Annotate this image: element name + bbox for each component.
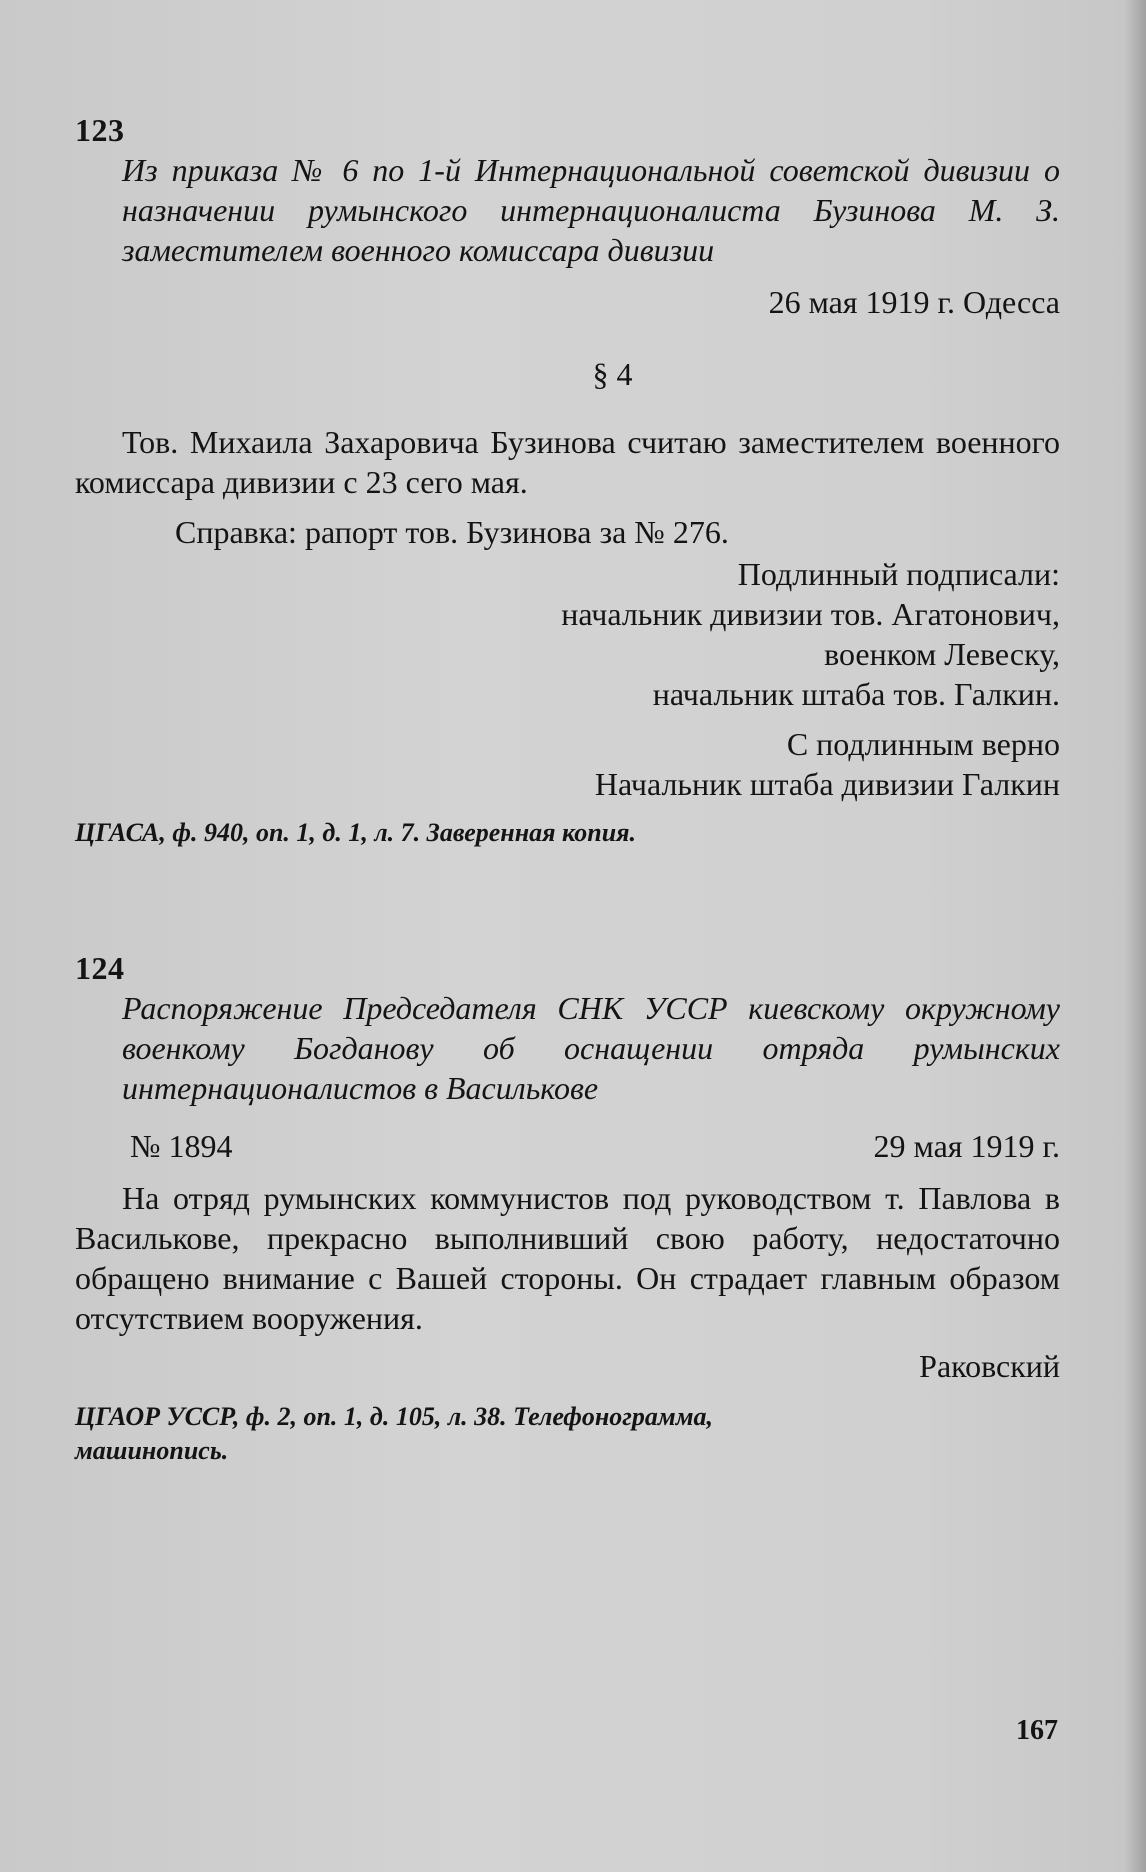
archive-source: ЦГАОР УССР, ф. 2, оп. 1, д. 105, л. 38. Телефонограмма, машинопись. (75, 1402, 714, 1465)
signed-header: Подлинный подписали: (737, 556, 1060, 592)
doc-number-date-row (75, 1126, 1060, 1166)
date-place: 26 мая 1919 г. Одесса (768, 284, 1060, 320)
page-content (75, 110, 1060, 1468)
signer-commissar: военком Левеску, (824, 636, 1060, 672)
true-copy-note: С подлинным верно (786, 726, 1060, 762)
certifier: Начальник штаба дивизии Галкин (594, 766, 1060, 802)
doc-registration-number: № 1894 (130, 1128, 233, 1164)
page-edge-shadow (1124, 0, 1146, 1872)
signer-chief-of-staff: начальник штаба тов. Галкин. (652, 676, 1060, 712)
doc-date: 29 мая 1919 г. (873, 1128, 1060, 1164)
section-mark: § 4 (592, 356, 633, 392)
telephonogram-text: На отряд румынских коммунистов под руководством т. Павлова в Василькове, прекрасно выполнивший свою работу, недостаточно обращено внимание с Вашей стороны. Он страдает главным образом отсутствием вооружения. (75, 1180, 1060, 1336)
reference-note: Справка: рапорт тов. Бузинова за № 276. (175, 514, 729, 550)
signer: Раковский (919, 1348, 1060, 1384)
page-number: 167 (1016, 1715, 1058, 1746)
document-title: Из приказа № 6 по 1-й Интернациональной советской дивизии о назначении румынского интернационалиста Бузинова М. З. заместителем военного комиссара дивизии (122, 152, 1060, 268)
document-124 (75, 948, 1060, 1468)
document-number: 124 (75, 950, 125, 986)
archive-source: ЦГАСА, ф. 940, оп. 1, д. 1, л. 7. Заверенная копия. (75, 818, 637, 847)
signer-division-chief: начальник дивизии тов. Агатонович, (561, 596, 1060, 632)
document-number: 123 (75, 112, 125, 148)
document-123 (75, 110, 1060, 850)
document-title: Распоряжение Председателя СНК УССР киевскому окружному военкому Богданову об оснащении отряда румынских интернационалистов в Василькове (122, 990, 1060, 1106)
order-text: Тов. Михаила Захаровича Бузинова считаю заместителем военного комиссара дивизии с 23 сего мая. (75, 424, 1060, 500)
